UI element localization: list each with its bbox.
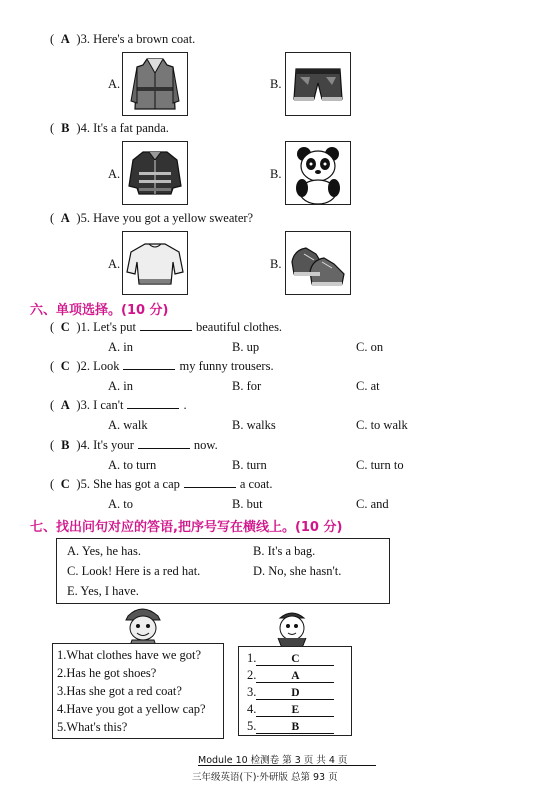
question-text: Look [93,359,120,373]
answer-number: 1. [247,651,257,665]
answer-number: 5. [247,719,257,733]
choice-b: B. for [232,379,262,393]
choice-a: A. in [108,340,133,354]
section-seven-title: 七、找出问句对应的答语,把序号写在横线上。(10 分) [30,520,343,535]
choice-c: C. on [356,340,384,354]
choice-c: C. and [356,497,389,511]
question-number: 1. [80,320,90,334]
answers-box [238,646,352,736]
answer-number: 3. [247,685,257,699]
question-number: 3. [80,32,90,46]
sweater-image [122,231,188,295]
answer-row [247,651,334,666]
question-text: . [183,398,187,412]
footer-module-line: Module 10 检测卷 第 3 页 共 4 页 [198,755,348,766]
blank-line [138,438,190,449]
panda-image [285,141,351,205]
question-number: 5. [80,477,90,491]
option-b-label: B. [270,167,282,181]
jacket-image [122,141,188,205]
choice-b: B. walks [232,418,276,432]
answer-value: D [256,687,334,700]
cartoon-penguin-icon [272,608,312,648]
choice-a: A. to turn [108,458,157,472]
answer-mark: C [60,320,70,334]
answer-mark: C [60,477,70,491]
answer-row [247,702,334,717]
option-b-text: B. It's a bag. [253,544,316,558]
answer-value: A [256,670,334,683]
shorts-image [285,52,351,116]
option-b-label: B. [270,257,282,271]
question-line: 3.Has she got a red coat? [57,684,182,698]
mcq-question: ( C )5. She has got a cap a coat. [50,477,273,491]
answer-options-box [56,538,390,604]
question-text: now. [193,438,218,452]
mcq-question: ( C )2. Look my funny trousers. [50,359,274,373]
choice-c: C. turn to [356,458,404,472]
answer-mark: B [61,438,70,452]
option-e-text: E. Yes, I have. [67,584,139,598]
answer-mark: A [60,32,70,46]
coat-image [122,52,188,116]
answer-mark: A [60,211,70,225]
mcq-question: ( B )4. It's your now. [50,438,218,452]
question-text: I can't [93,398,124,412]
cartoon-boy-icon [120,604,166,646]
blank-line [123,359,175,370]
question-text: my funny trousers. [179,359,274,373]
question-number: 2. [80,359,90,373]
answer-row [247,668,334,683]
choice-a: A. walk [108,418,148,432]
question-text: Let's put [93,320,136,334]
mcq-question: ( C )1. Let's put beautiful clothes. [50,320,283,334]
mcq-question: ( A )3. I can't . [50,398,187,412]
choice-a: A. in [108,379,133,393]
choice-b: B. but [232,497,263,511]
choice-b: B. up [232,340,260,354]
answer-value: C [256,653,334,666]
option-a-label: A. [108,167,121,181]
answer-row [247,719,334,734]
question-text: beautiful clothes. [195,320,283,334]
question-5-3: ( A )3. Here's a brown coat. [50,32,196,46]
blank-line [127,398,179,409]
blank-line [184,477,236,488]
choice-a: A. to [108,497,133,511]
option-a-label: A. [108,257,121,271]
question-line: 5.What's this? [57,720,128,734]
answer-mark: B [61,121,70,135]
question-text: Have you got a yellow sweater? [93,211,254,225]
question-line: 4.Have you got a yellow cap? [57,702,206,716]
answer-value: B [256,721,334,734]
question-number: 3. [80,398,90,412]
question-text: a coat. [239,477,273,491]
shoes-image [285,231,351,295]
question-line: 2.Has he got shoes? [57,666,157,680]
option-d-text: D. No, she hasn't. [253,564,342,578]
section-six-title: 六、单项选择。(10 分) [30,303,169,318]
choice-c: C. at [356,379,380,393]
question-text: It's a fat panda. [93,121,169,135]
option-a-label: A. [108,77,121,91]
answer-value: E [256,704,334,717]
question-number: 5. [80,211,90,225]
option-c-text: C. Look! Here is a red hat. [67,564,201,578]
question-5-5: ( A )5. Have you got a yellow sweater? [50,211,254,225]
answer-mark: C [60,359,70,373]
blank-line [140,320,192,331]
footer-divider [198,765,376,766]
answer-row [247,685,334,700]
choice-b: B. turn [232,458,267,472]
option-b-label: B. [270,77,282,91]
question-line: 1.What clothes have we got? [57,648,202,662]
question-number: 4. [80,121,90,135]
question-text: Here's a brown coat. [93,32,196,46]
question-text: It's your [93,438,134,452]
option-a-text: A. Yes, he has. [67,544,141,558]
choice-c: C. to walk [356,418,408,432]
answer-mark: A [60,398,70,412]
footer-grade-line: 三年级英语(下)·外研版 总第 93 页 [192,772,338,783]
question-5-4: ( B )4. It's a fat panda. [50,121,169,135]
questions-box [52,643,224,739]
answer-number: 4. [247,702,257,716]
question-number: 4. [80,438,90,452]
question-text: She has got a cap [93,477,180,491]
answer-number: 2. [247,668,257,682]
